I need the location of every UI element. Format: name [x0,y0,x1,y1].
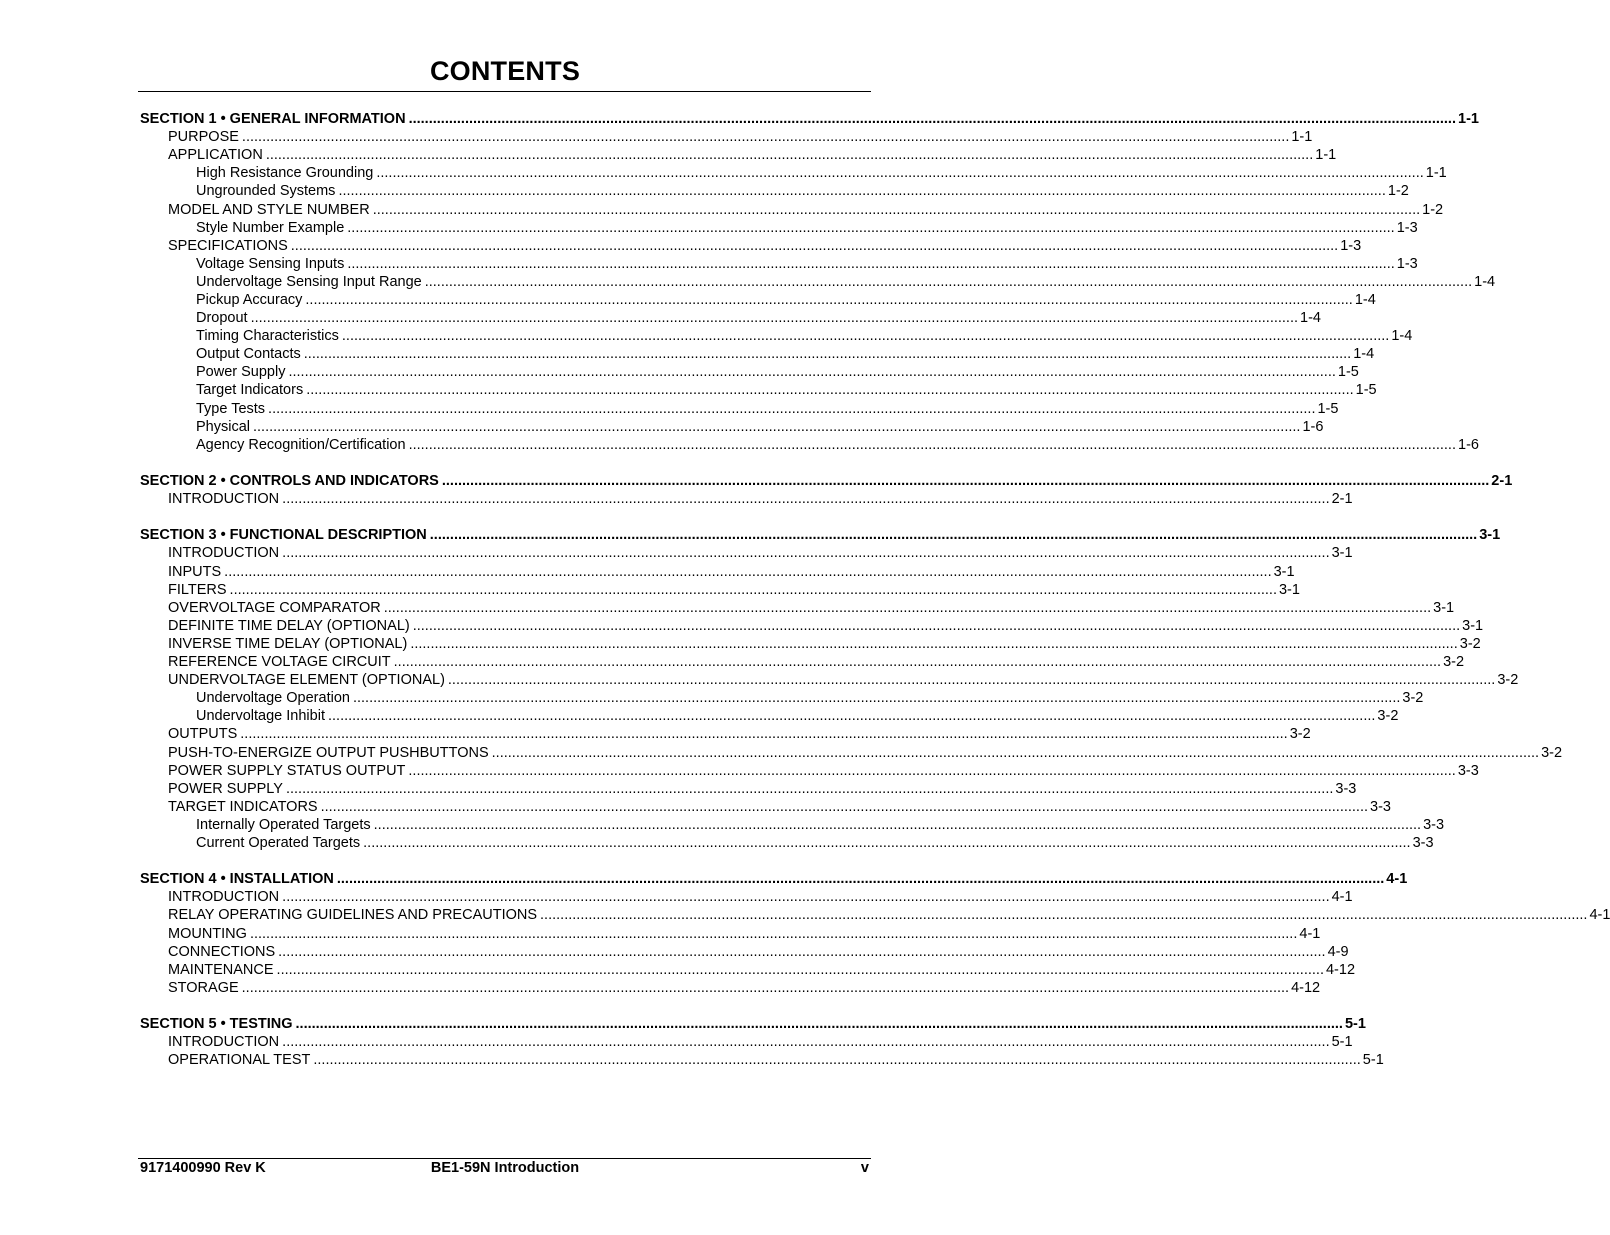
toc-entry-page: 1-1 [1425,165,1447,181]
toc-leader-dots: .................................................................................................................................................................................................................................................................... [363,835,1411,851]
toc-entry-title: POWER SUPPLY STATUS OUTPUT [168,763,406,779]
toc-section-entry [140,472,1513,490]
toc-leader-dots: .................................................................................................................................................................................................................................................................... [313,1052,1361,1068]
toc-entry [168,671,1519,689]
toc-entry-title: Timing Characteristics [196,328,339,344]
toc-entry-page: 3-3 [1370,799,1391,815]
toc-entry [168,544,1353,562]
toc-leader-dots: .................................................................................................................................................................................................................................................................... [408,763,1456,779]
toc-entry [196,816,1445,834]
toc-entry-page: 1-4 [1474,274,1496,290]
toc-entry-title: OUTPUTS [168,726,238,742]
toc-entry-title: UNDERVOLTAGE ELEMENT (OPTIONAL) [168,672,445,688]
toc-entry-title: OVERVOLTAGE COMPARATOR [168,600,381,616]
toc-entry-page: 1-6 [1302,419,1324,435]
toc-entry-title: POWER SUPPLY [168,781,283,797]
toc-entry-page: 3-2 [1377,708,1399,724]
toc-entry-page: 3-1 [1433,600,1455,616]
footer-page-number: v [860,1160,869,1176]
toc-entry [168,780,1357,798]
toc-entry [196,707,1399,725]
toc-leader-dots: .................................................................................................................................................................................................................................................................... [352,690,1401,706]
toc-entry-page: 1-3 [1396,256,1418,272]
toc-leader-dots: .................................................................................................................................................................................................................................................................... [447,672,1496,688]
toc-entry [196,273,1496,291]
toc-entry-title: INVERSE TIME DELAY (OPTIONAL) [168,636,408,652]
toc-entry [196,291,1376,309]
toc-section-entry [140,526,1501,544]
toc-entry [168,653,1465,671]
toc-entry-page: 1-4 [1353,346,1375,362]
toc-leader-dots: .................................................................................................................................................................................................................................................................... [278,944,1326,960]
toc-entry-title: Dropout [196,310,248,326]
toc-entry [168,1051,1384,1069]
toc-entry [196,418,1324,436]
toc-leader-dots: .................................................................................................................................................................................................................................................................... [241,129,1290,145]
toc-entry-page: 5-1 [1362,1052,1384,1068]
toc-entry-page: 1-2 [1387,183,1409,199]
toc-entry [168,563,1295,581]
toc-entry-page: 2-1 [1491,473,1513,489]
footer-divider [138,1158,871,1159]
toc-leader-dots: .................................................................................................................................................................................................................................................................... [320,799,1369,815]
toc-leader-dots: .................................................................................................................................................................................................................................................................... [341,328,1390,344]
toc-entry-title: Current Operated Targets [196,835,361,851]
toc-entry-title: OPERATIONAL TEST [168,1052,311,1068]
toc-entry [168,725,1311,743]
toc-entry-page: 1-4 [1300,310,1321,326]
toc-entry [168,599,1455,617]
toc-entry [196,436,1479,454]
toc-entry-page: 1-4 [1354,292,1376,308]
toc-leader-dots: .................................................................................................................................................................................................................................................................... [282,545,1330,561]
toc-entry-page: 3-2 [1402,690,1424,706]
toc-entry [168,798,1391,816]
toc-entry-page: 4-9 [1327,944,1349,960]
toc-leader-dots: .................................................................................................................................................................................................................................................................... [429,527,1478,543]
toc-leader-dots: .................................................................................................................................................................................................................................................................... [373,817,1422,833]
title-divider [138,91,871,92]
toc-entry-page: 3-1 [1331,545,1353,561]
toc-leader-dots: .................................................................................................................................................................................................................................................................... [303,346,1352,362]
toc-leader-dots: .................................................................................................................................................................................................................................................................... [305,292,1353,308]
toc-leader-dots: .................................................................................................................................................................................................................................................................... [250,310,1299,326]
toc-entry [168,146,1337,164]
toc-leader-dots: .................................................................................................................................................................................................................................................................... [240,726,1288,742]
toc-leader-dots: .................................................................................................................................................................................................................................................................... [408,437,1456,453]
toc-entry-page: 3-3 [1423,817,1445,833]
toc-entry-page: 3-3 [1457,763,1479,779]
toc-leader-dots: .................................................................................................................................................................................................................................................................... [424,274,1473,290]
toc-entry-title: CONNECTIONS [168,944,276,960]
toc-entry-page: 3-1 [1273,564,1295,580]
toc-entry-page: 1-5 [1355,382,1377,398]
toc-leader-dots: .................................................................................................................................................................................................................................................................... [282,1034,1330,1050]
toc-entry-page: 4-12 [1291,980,1321,996]
toc-leader-dots: .................................................................................................................................................................................................................................................................... [412,618,1461,634]
toc-entry [168,128,1313,146]
toc-entry-title: Undervoltage Sensing Input Range [196,274,422,290]
toc-entry-page: 1-3 [1396,220,1418,236]
toc-entry-title: Internally Operated Targets [196,817,371,833]
toc-leader-dots: .................................................................................................................................................................................................................................................................... [327,708,1376,724]
toc-leader-dots: .................................................................................................................................................................................................................................................................... [336,871,1385,887]
toc-leader-dots: .................................................................................................................................................................................................................................................................... [408,111,1456,127]
toc-leader-dots: .................................................................................................................................................................................................................................................................... [306,382,1354,398]
toc-entry-page: 1-3 [1340,238,1362,254]
toc-entry [196,219,1418,237]
toc-entry-title: STORAGE [168,980,239,996]
toc-entry-page: 1-2 [1422,202,1444,218]
toc-entry-title: Target Indicators [196,382,304,398]
toc-entry-title: SECTION 1 • GENERAL INFORMATION [140,111,406,127]
toc-entry-title: Ungrounded Systems [196,183,336,199]
toc-entry-page: 3-1 [1479,527,1501,543]
toc-entry [196,255,1418,273]
toc-entry-title: SECTION 4 • INSTALLATION [140,871,334,887]
toc-entry [168,201,1444,219]
toc-entry-title: PURPOSE [168,129,239,145]
page-title: CONTENTS [429,56,581,86]
toc-entry-title: Output Contacts [196,346,301,362]
toc-entry [168,943,1349,961]
toc-entry-title: SECTION 3 • FUNCTIONAL DESCRIPTION [140,527,427,543]
toc-entry-title: INPUTS [168,564,222,580]
toc-entry-title: FILTERS [168,582,227,598]
toc-entry [196,363,1359,381]
toc-entry-page: 1-5 [1337,364,1359,380]
toc-leader-dots: .................................................................................................................................................................................................................................................................... [295,1016,1343,1032]
toc-entry-title: RELAY OPERATING GUIDELINES AND PRECAUTIONS [168,907,538,923]
toc-leader-dots: .................................................................................................................................................................................................................................................................... [282,889,1330,905]
toc-entry-page: 3-2 [1443,654,1465,670]
toc-entry-title: MAINTENANCE [168,962,274,978]
toc-entry-page: 3-3 [1412,835,1434,851]
toc-leader-dots: .................................................................................................................................................................................................................................................................... [393,654,1442,670]
toc-entry [196,689,1424,707]
toc-leader-dots: .................................................................................................................................................................................................................................................................... [540,907,1588,923]
toc-leader-dots: .................................................................................................................................................................................................................................................................... [249,926,1298,942]
toc-entry-page: 3-2 [1541,745,1563,761]
toc-entry-title: Voltage Sensing Inputs [196,256,345,272]
toc-entry-page: 1-1 [1458,111,1479,127]
toc-entry [168,961,1356,979]
toc-entry-page: 5-1 [1344,1016,1366,1032]
toc-entry-title: SPECIFICATIONS [168,238,288,254]
toc-entry [196,834,1434,852]
toc-leader-dots: .................................................................................................................................................................................................................................................................... [347,220,1395,236]
toc-leader-dots: .................................................................................................................................................................................................................................................................... [229,582,1277,598]
toc-entry-page: 1-5 [1317,401,1339,417]
toc-entry-title: MODEL AND STYLE NUMBER [168,202,370,218]
toc-entry-page: 4-1 [1386,871,1408,887]
toc-entry-title: SECTION 2 • CONTROLS AND INDICATORS [140,473,439,489]
toc-leader-dots: .................................................................................................................................................................................................................................................................... [288,364,1336,380]
toc-leader-dots: .................................................................................................................................................................................................................................................................... [290,238,1339,254]
toc-entry-title: Physical [196,419,250,435]
toc-entry [196,345,1375,363]
toc-entry-page: 1-1 [1315,147,1337,163]
toc-entry [168,888,1353,906]
toc-entry [168,1033,1353,1051]
toc-leader-dots: .................................................................................................................................................................................................................................................................... [253,419,1301,435]
toc-entry-title: TARGET INDICATORS [168,799,318,815]
toc-leader-dots: .................................................................................................................................................................................................................................................................... [276,962,1324,978]
toc-entry-page: 4-1 [1331,889,1353,905]
toc-entry-title: Power Supply [196,364,286,380]
toc-leader-dots: .................................................................................................................................................................................................................................................................... [285,781,1334,797]
toc-entry-title: Type Tests [196,401,266,417]
toc-entry-title: Agency Recognition/Certification [196,437,406,453]
toc-entry-page: 4-12 [1325,962,1356,978]
toc-entry-title: INTRODUCTION [168,491,280,507]
toc-entry-page: 3-1 [1462,618,1484,634]
toc-entry-title: Undervoltage Operation [196,690,350,706]
toc-entry-title: INTRODUCTION [168,1034,280,1050]
toc-entry-title: INTRODUCTION [168,889,280,905]
toc-entry-title: DEFINITE TIME DELAY (OPTIONAL) [168,618,410,634]
toc-section-entry [140,110,1479,128]
toc-leader-dots: .................................................................................................................................................................................................................................................................... [224,564,1272,580]
toc-entry [196,309,1321,327]
toc-entry [168,490,1353,508]
toc-entry-title: PUSH-TO-ENERGIZE OUTPUT PUSHBUTTONS [168,745,489,761]
toc-entry-page: 1-4 [1391,328,1413,344]
toc-leader-dots: .................................................................................................................................................................................................................................................................... [376,165,1424,181]
toc-entry [168,635,1481,653]
toc-entry-title: Undervoltage Inhibit [196,708,325,724]
footer-doc-title: BE1-59N Introduction [430,1160,580,1176]
toc-section-entry [140,870,1408,888]
toc-entry-page: 4-1 [1299,926,1321,942]
toc-leader-dots: .................................................................................................................................................................................................................................................................... [338,183,1386,199]
toc-entry-page: 3-2 [1497,672,1519,688]
toc-entry [168,581,1300,599]
toc-leader-dots: .................................................................................................................................................................................................................................................................... [491,745,1540,761]
toc-entry [196,381,1377,399]
toc-entry-title: SECTION 5 • TESTING [140,1016,293,1032]
toc-entry-page: 4-1 [1589,907,1610,923]
toc-entry [168,617,1484,635]
toc-leader-dots: .................................................................................................................................................................................................................................................................... [347,256,1395,272]
toc-entry-title: Style Number Example [196,220,345,236]
toc-entry [196,182,1409,200]
toc-leader-dots: .................................................................................................................................................................................................................................................................... [372,202,1421,218]
toc-entry-title: REFERENCE VOLTAGE CIRCUIT [168,654,391,670]
toc-entry-title: APPLICATION [168,147,263,163]
toc-entry [168,979,1321,997]
toc-entry-title: High Resistance Grounding [196,165,374,181]
toc-entry [196,327,1413,345]
toc-entry-page: 2-1 [1331,491,1353,507]
toc-entry-page: 3-2 [1289,726,1311,742]
toc-leader-dots: .................................................................................................................................................................................................................................................................... [441,473,1490,489]
toc-entry [196,164,1447,182]
toc-leader-dots: .................................................................................................................................................................................................................................................................... [410,636,1458,652]
toc-leader-dots: .................................................................................................................................................................................................................................................................... [268,401,1316,417]
toc-entry-page: 3-2 [1459,636,1481,652]
toc-entry [168,744,1563,762]
toc-leader-dots: .................................................................................................................................................................................................................................................................... [383,600,1432,616]
toc-entry [168,925,1321,943]
toc-entry [196,400,1339,418]
toc-leader-dots: .................................................................................................................................................................................................................................................................... [282,491,1330,507]
toc-entry [168,762,1479,780]
toc-entry-page: 3-1 [1278,582,1300,598]
toc-section-entry [140,1015,1366,1033]
toc-leader-dots: .................................................................................................................................................................................................................................................................... [241,980,1290,996]
toc-entry [168,906,1610,924]
toc-entry [168,237,1362,255]
toc-leader-dots: .................................................................................................................................................................................................................................................................... [265,147,1314,163]
toc-entry-page: 1-6 [1458,437,1479,453]
toc-entry-page: 5-1 [1331,1034,1353,1050]
toc-entry-title: INTRODUCTION [168,545,280,561]
toc-entry-page: 1-1 [1291,129,1313,145]
toc-entry-title: Pickup Accuracy [196,292,303,308]
footer-doc-number: 9171400990 Rev K [140,1160,266,1176]
toc-entry-page: 3-3 [1335,781,1357,797]
toc-entry-title: MOUNTING [168,926,247,942]
